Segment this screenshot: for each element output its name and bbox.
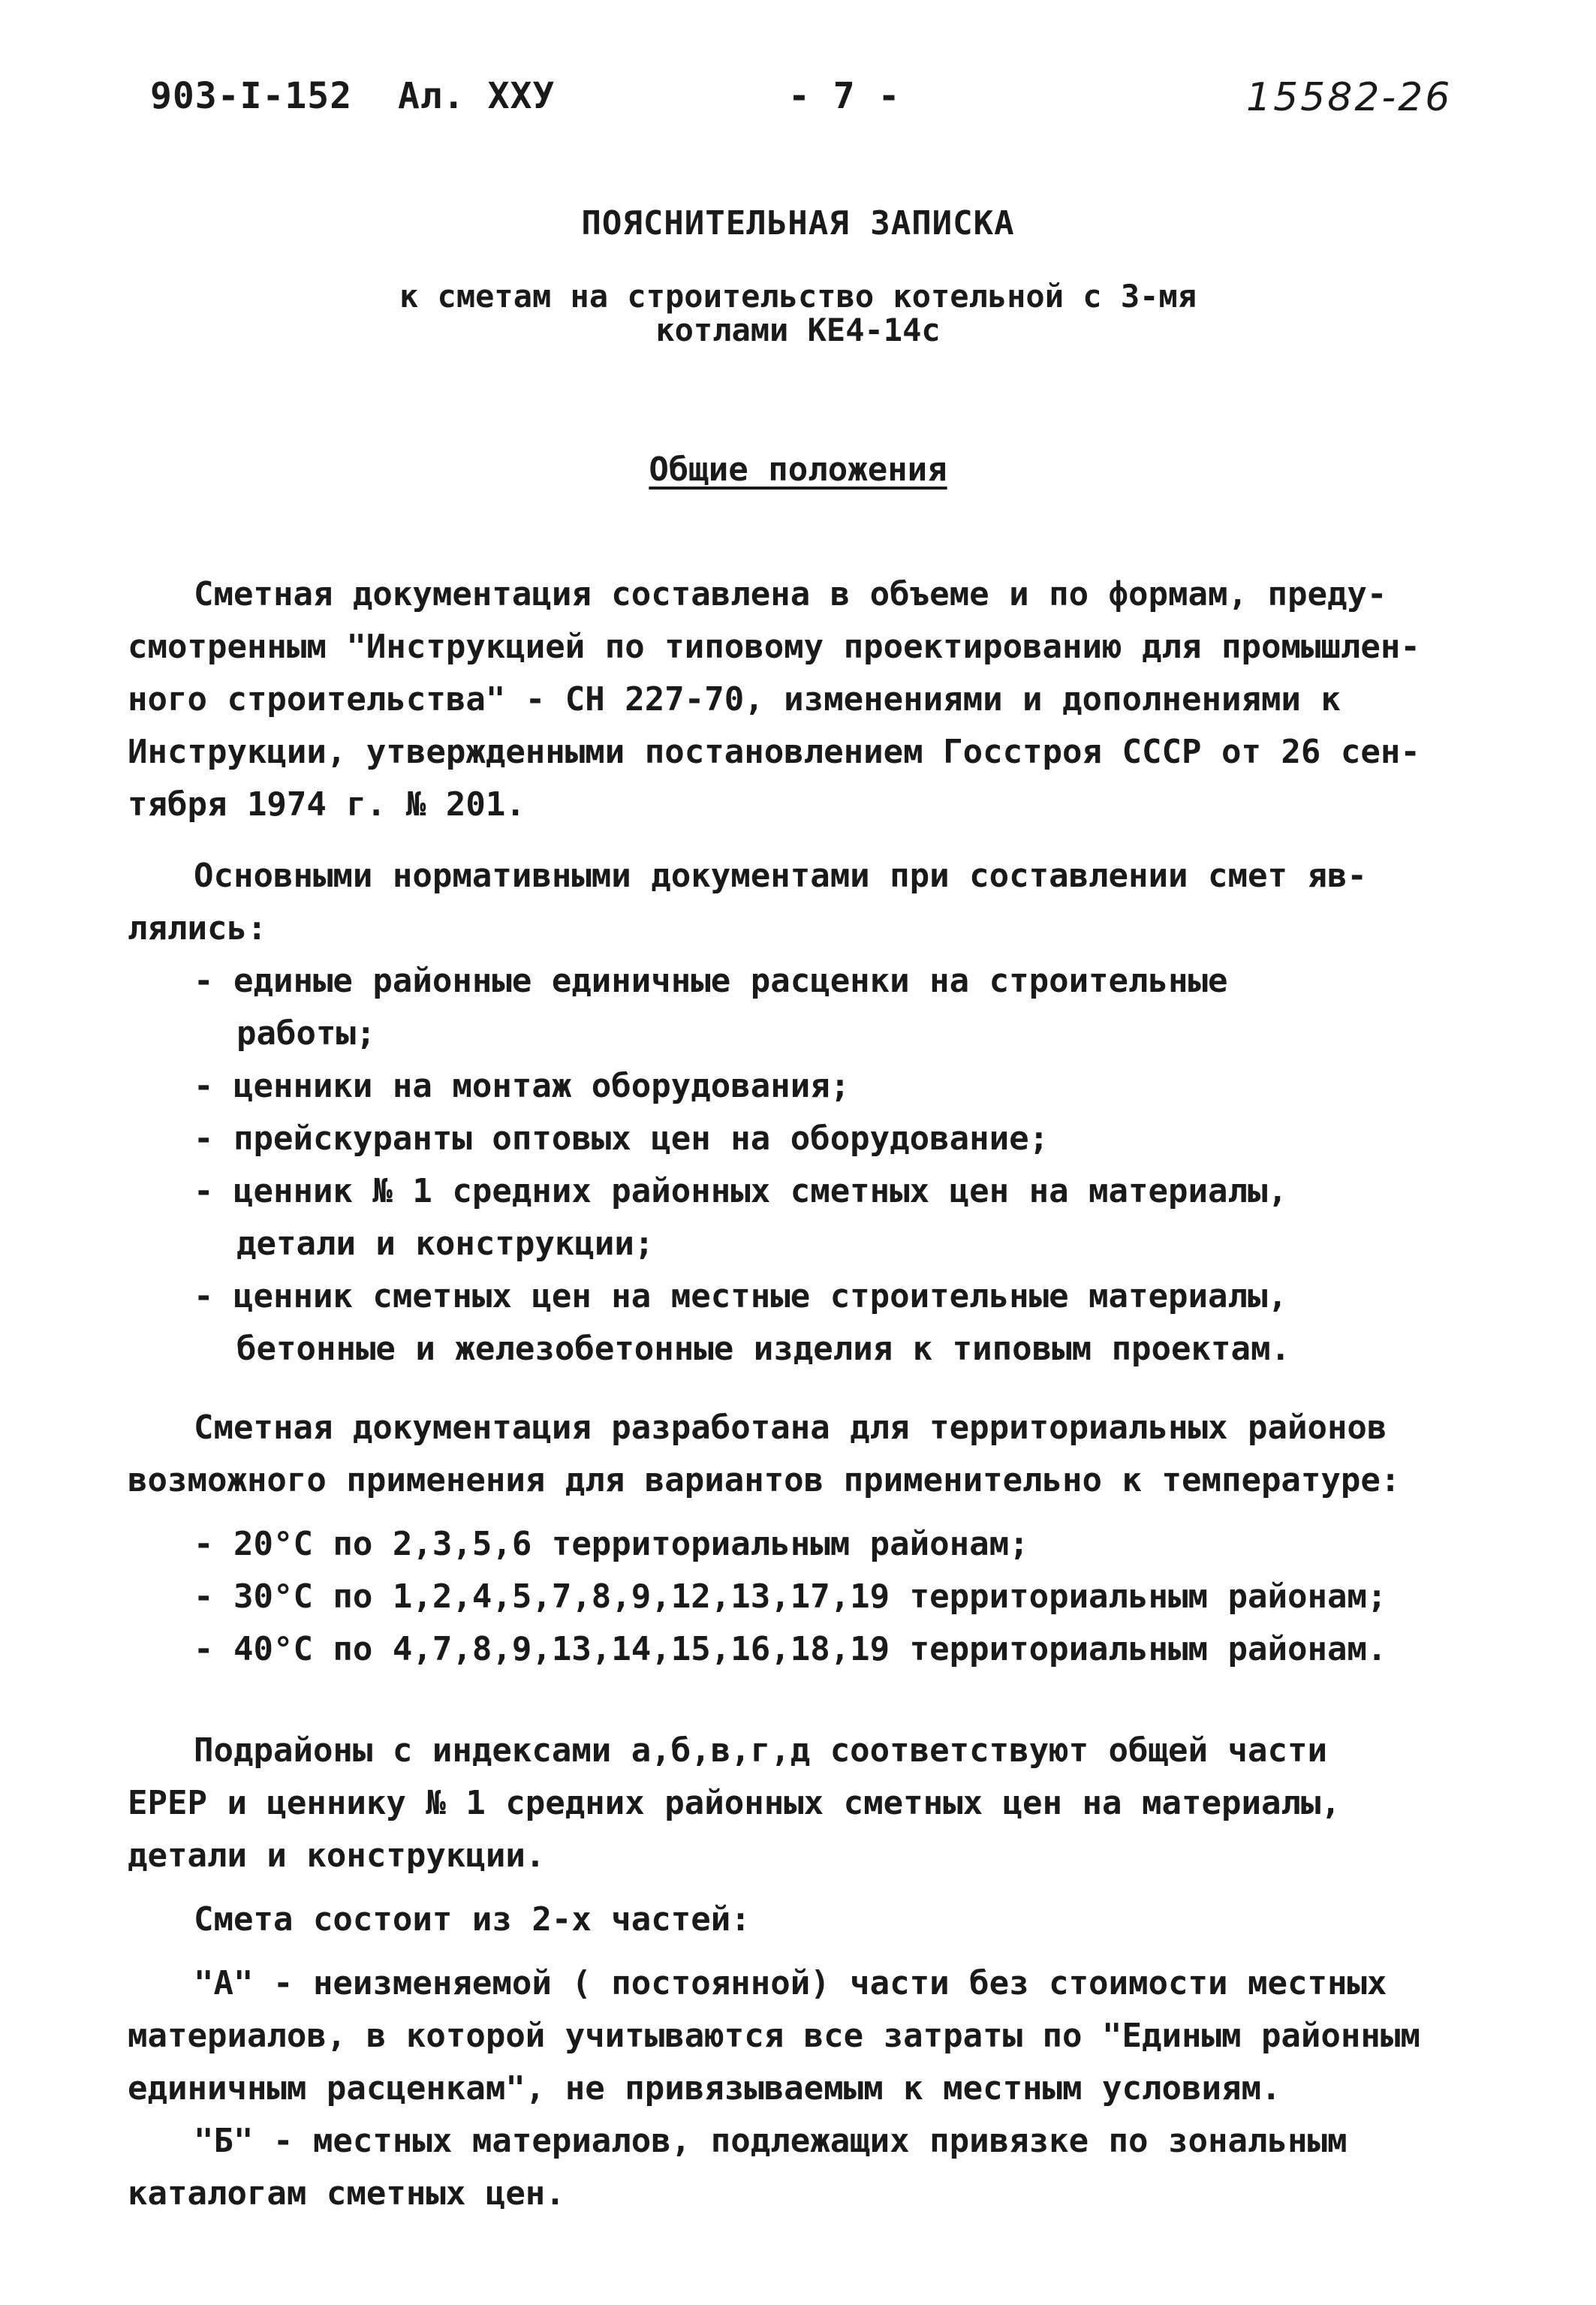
- text-line: смотренным "Инструкцией по типовому проектированию для промышлен-: [128, 628, 1420, 666]
- list-item-continuation: детали и конструкции;: [236, 1225, 655, 1263]
- text-line: ного строительства" - СН 227-70, изменениями и дополнениями к: [128, 680, 1341, 719]
- text-line: детали и конструкции.: [128, 1836, 546, 1875]
- text-line: "А" - неизменяемой ( постоянной) части без стоимости местных: [194, 1964, 1387, 2002]
- document-subtitle-line-1: к сметам на строительство котельной с 3-мя: [399, 278, 1197, 315]
- text-line: Подрайоны с индексами а,б,в,г,д соответствуют общей части: [194, 1731, 1327, 1770]
- list-item: - прейскуранты оптовых цен на оборудование;: [194, 1119, 1049, 1158]
- list-item: - 40°С по 4,7,8,9,13,14,15,16,18,19 территориальным районам.: [194, 1630, 1387, 1668]
- text-line: каталогам сметных цен.: [128, 2174, 565, 2213]
- list-item-continuation: работы;: [236, 1014, 376, 1053]
- list-item: - ценник № 1 средних районных сметных цен на материалы,: [194, 1172, 1287, 1210]
- text-line: Смета состоит из 2-х частей:: [194, 1900, 751, 1939]
- album-number: Ал. XXУ: [398, 75, 556, 117]
- list-item: - ценники на монтаж оборудования;: [194, 1067, 851, 1105]
- text-line: Сметная документация разработана для территориальных районов: [194, 1409, 1387, 1447]
- text-line: лялись:: [128, 909, 267, 948]
- text-line: единичным расценкам", не привязываемым к местным условиям.: [128, 2069, 1281, 2108]
- text-line: Инструкции, утвержденными постановлением Госстроя СССР от 26 сен-: [128, 733, 1420, 771]
- document-title: ПОЯСНИТЕЛЬНАЯ ЗАПИСКА: [581, 204, 1015, 243]
- text-line: Сметная документация составлена в объеме и по формам, преду-: [194, 575, 1387, 613]
- text-line: тября 1974 г. № 201.: [128, 785, 525, 824]
- text-line: возможного применения для вариантов применительно к температуре:: [128, 1461, 1401, 1499]
- document-subtitle-line-2: котлами КЕ4-14с: [655, 312, 941, 348]
- handwritten-number: 15582-26: [1246, 75, 1453, 120]
- doc-code: 903-I-152: [150, 75, 353, 117]
- list-item-continuation: бетонные и железобетонные изделия к типовым проектам.: [236, 1330, 1290, 1368]
- list-item: - 30°С по 1,2,4,5,7,8,9,12,13,17,19 территориальным районам;: [194, 1577, 1387, 1616]
- text-line: "Б" - местных материалов, подлежащих привязке по зональным: [194, 2122, 1348, 2160]
- list-item: - ценник сметных цен на местные строительные материалы,: [194, 1277, 1287, 1315]
- section-heading: Общие положения: [649, 450, 947, 489]
- text-line: Основными нормативными документами при составлении смет яв-: [194, 857, 1367, 895]
- text-line: ЕРЕР и ценнику № 1 средних районных сметных цен на материалы,: [128, 1784, 1341, 1822]
- list-item: - единые районные единичные расценки на строительные: [194, 962, 1228, 1000]
- page-number: - 7 -: [788, 75, 901, 117]
- list-item: - 20°С по 2,3,5,6 территориальным районам;: [194, 1525, 1029, 1563]
- text-line: материалов, в которой учитываются все затраты по "Единым районным: [128, 2017, 1420, 2055]
